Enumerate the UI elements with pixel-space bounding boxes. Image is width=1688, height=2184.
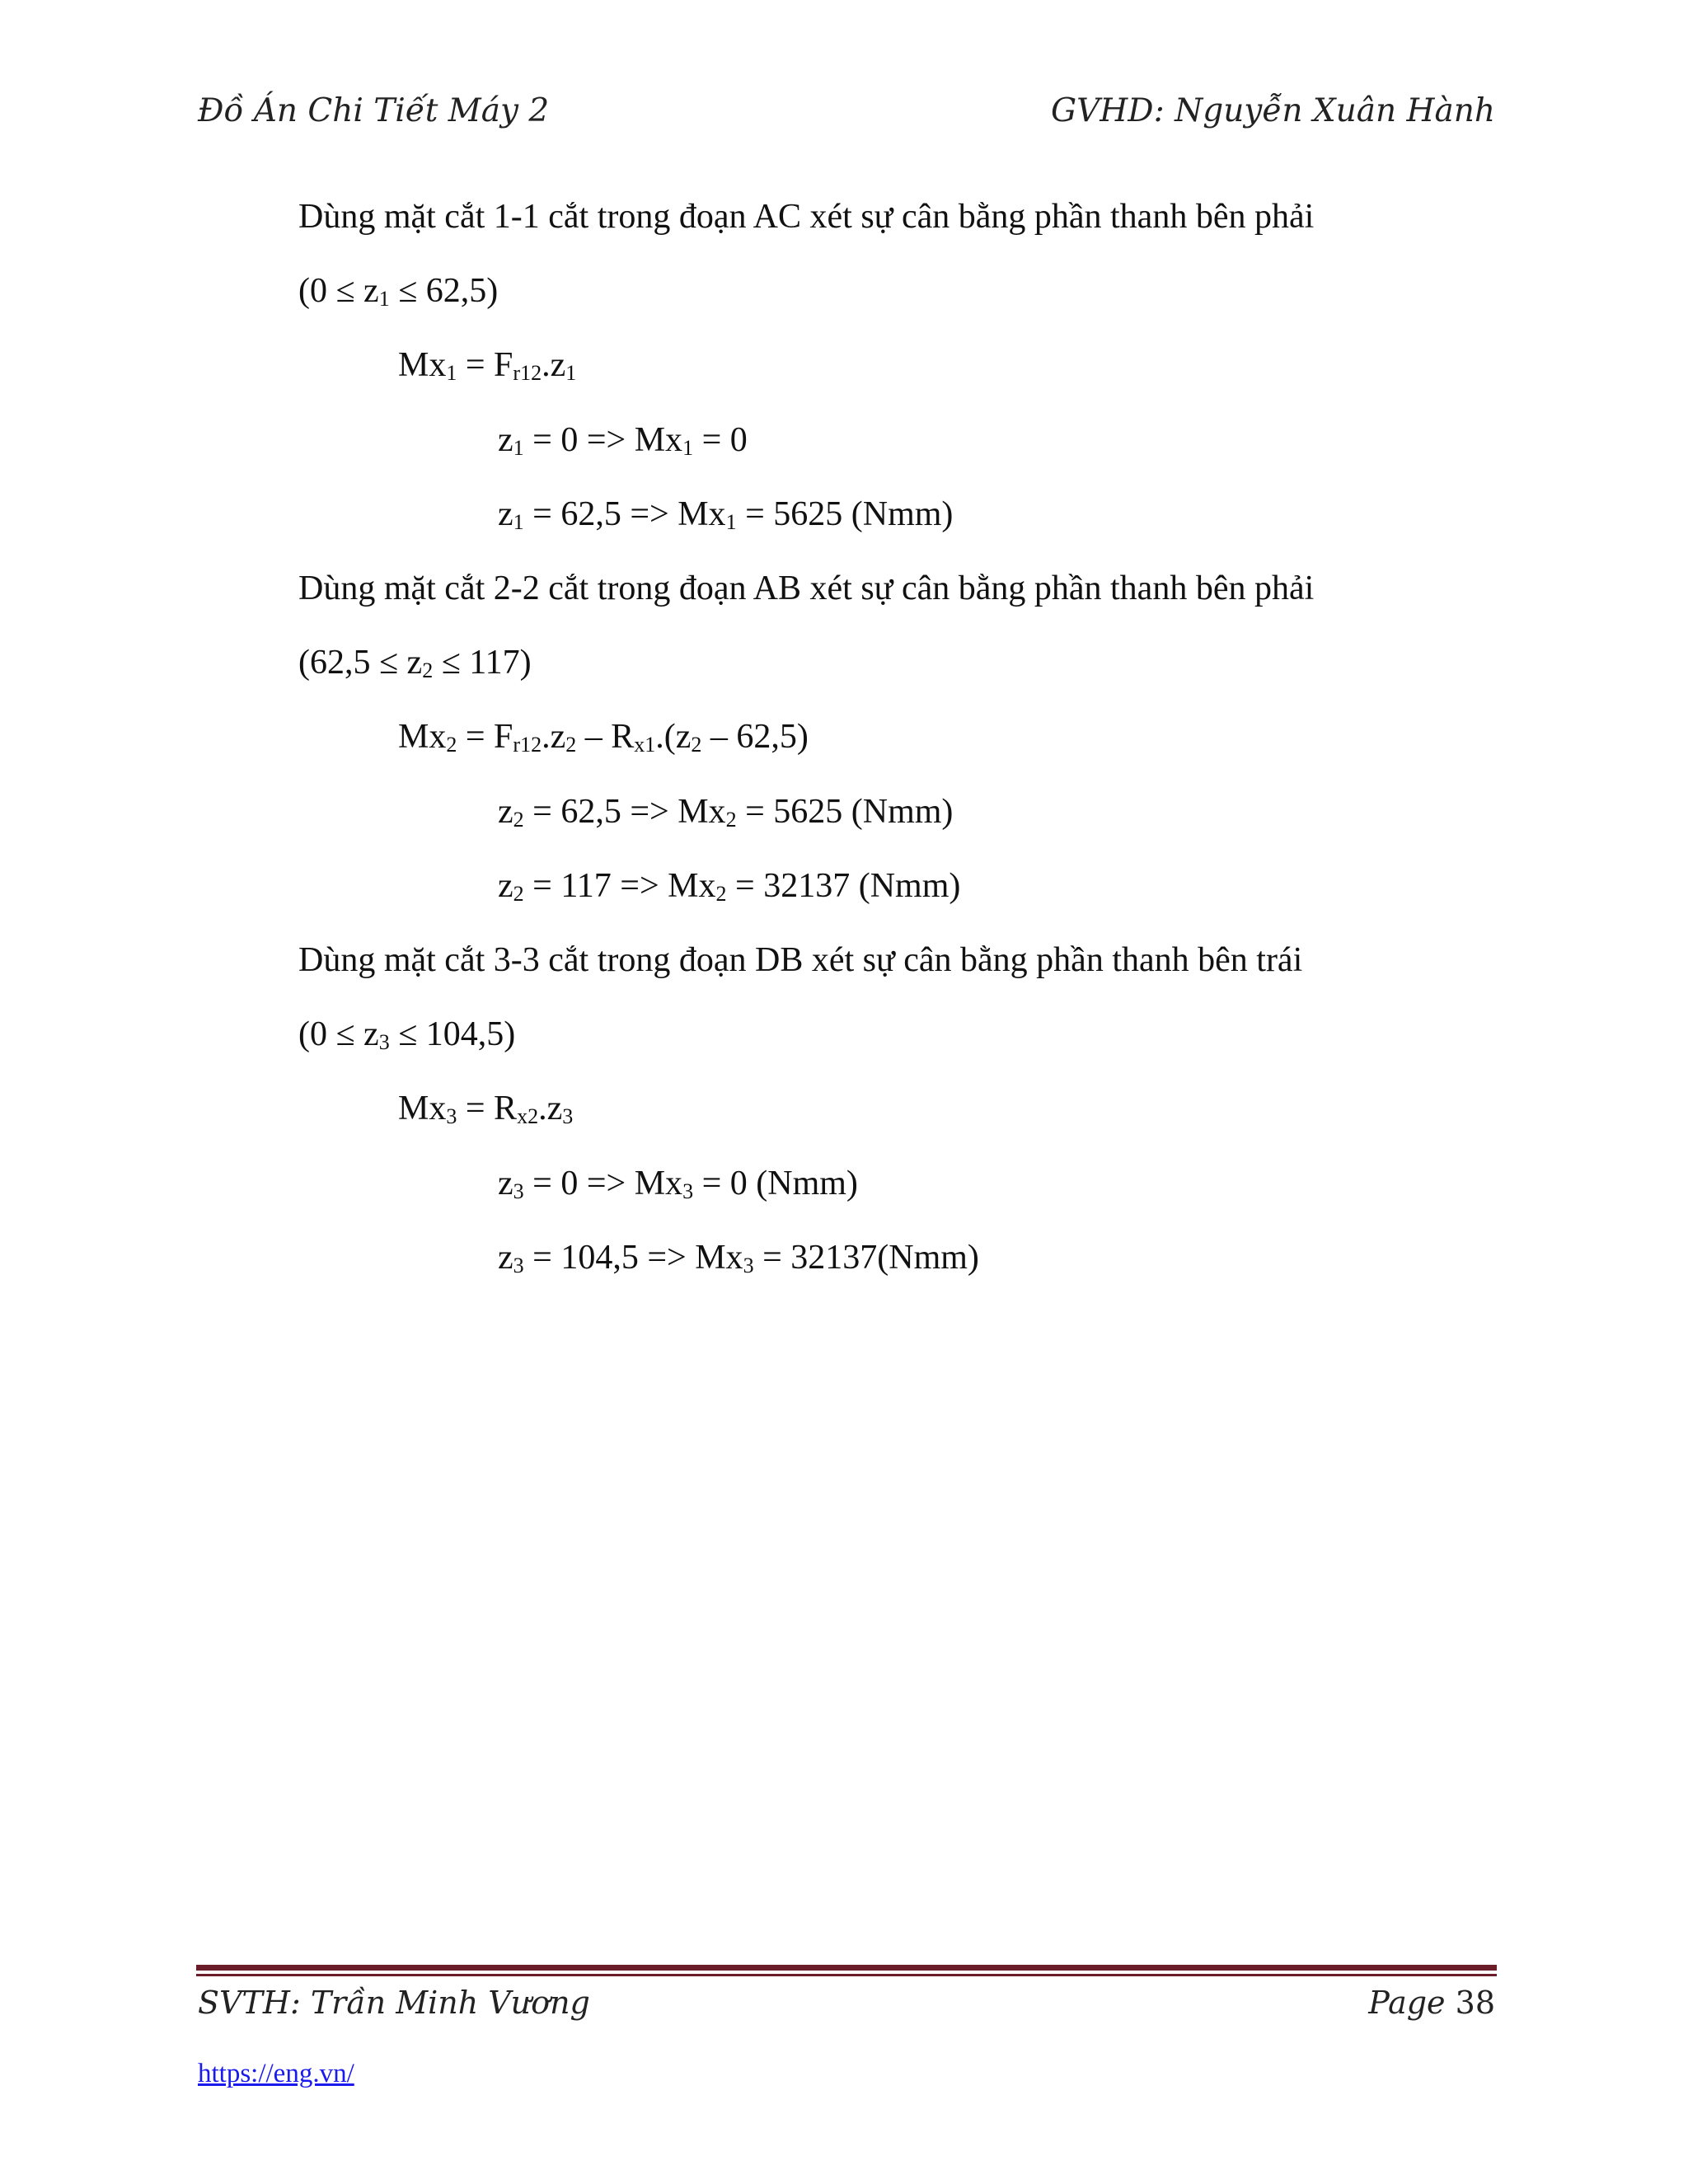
footer-divider-thin — [196, 1974, 1497, 1976]
subscript: 1 — [513, 435, 524, 460]
subscript: 3 — [743, 1253, 754, 1277]
subscript: 3 — [562, 1104, 574, 1129]
text-segment: .z — [542, 346, 566, 385]
text-segment: .z — [542, 718, 566, 757]
text-segment: = 0 (Nmm) — [693, 1164, 858, 1202]
subscript: 3 — [513, 1253, 524, 1277]
footer-page-number: 38 — [1455, 1985, 1495, 2021]
page-header — [198, 92, 1495, 142]
text-segment: – 62,5) — [701, 718, 809, 757]
text-segment: Mx — [398, 346, 447, 385]
text-segment: = R — [457, 1090, 518, 1128]
text-segment: (62,5 ≤ z — [298, 644, 423, 682]
subscript: 2 — [513, 881, 524, 906]
text-segment: .(z — [655, 718, 692, 757]
text-line — [298, 1012, 515, 1057]
text-segment: = 0 — [693, 420, 748, 459]
text-segment: = 0 => Mx — [523, 420, 683, 459]
text-segment: (0 ≤ z — [298, 1015, 379, 1054]
text-segment: Dùng mặt cắt 1-1 cắt trong đoạn AC xét sự cân bằng phần thanh bên phải — [298, 198, 1315, 236]
text-line — [498, 418, 748, 462]
text-line — [498, 864, 960, 908]
text-segment: Mx — [398, 718, 447, 757]
text-segment: = 5625 (Nmm) — [736, 494, 954, 533]
subscript: r12 — [513, 361, 542, 386]
text-segment: (0 ≤ z — [298, 272, 379, 311]
text-segment: ≤ 117) — [433, 644, 532, 682]
subscript: r12 — [513, 733, 542, 757]
subscript: 2 — [715, 881, 727, 906]
text-segment: z — [498, 494, 513, 533]
text-line — [498, 790, 953, 834]
subscript: 2 — [691, 733, 702, 757]
text-segment: ≤ 62,5) — [389, 272, 499, 311]
text-line — [298, 194, 1314, 239]
text-segment: z — [498, 1238, 513, 1277]
subscript: 1 — [565, 361, 577, 386]
footer-page — [1368, 1985, 1495, 2021]
footer-author: SVTH: Trần Minh Vương — [198, 1985, 590, 2021]
subscript: 1 — [446, 361, 457, 386]
text-segment: z — [498, 1164, 513, 1202]
text-segment: = 62,5 => Mx — [523, 494, 726, 533]
source-link[interactable]: https://eng.vn/ — [198, 2059, 354, 2088]
text-line — [398, 1086, 573, 1131]
subscript: 2 — [565, 733, 577, 757]
text-segment: = 5625 (Nmm) — [736, 792, 954, 831]
subscript: 1 — [725, 509, 737, 534]
text-line — [298, 566, 1314, 611]
text-segment: = 32137(Nmm) — [753, 1238, 979, 1277]
text-line — [298, 269, 498, 313]
subscript: 2 — [725, 807, 737, 832]
subscript: 3 — [513, 1179, 524, 1203]
footer-page-label: Page — [1368, 1985, 1456, 2021]
text-segment: = F — [457, 346, 513, 385]
subscript: 2 — [422, 658, 434, 683]
subscript: x2 — [517, 1104, 539, 1129]
text-segment: = F — [457, 718, 513, 757]
text-segment: Mx — [398, 1090, 447, 1128]
text-segment: Dùng mặt cắt 2-2 cắt trong đoạn AB xét sự cân bằng phần thanh bên phải — [298, 569, 1315, 607]
subscript: 2 — [513, 807, 524, 832]
subscript: 3 — [446, 1104, 457, 1129]
text-segment: – R — [576, 718, 635, 757]
header-title: Đồ Án Chi Tiết Máy 2 — [198, 92, 550, 129]
text-line — [398, 343, 576, 387]
text-line — [498, 1235, 979, 1280]
subscript: 3 — [378, 1030, 390, 1055]
subscript: x1 — [634, 733, 656, 757]
footer-divider-thick — [196, 1965, 1497, 1971]
text-line — [298, 640, 532, 685]
text-segment: Dùng mặt cắt 3-3 cắt trong đoạn DB xét sự cân bằng phần thanh bên trái — [298, 941, 1303, 979]
text-segment: = 62,5 => Mx — [523, 792, 726, 831]
header-supervisor: GVHD: Nguyễn Xuân Hành — [1050, 92, 1495, 129]
text-segment: = 0 => Mx — [523, 1164, 683, 1202]
text-segment: z — [498, 792, 513, 831]
text-line — [298, 938, 1302, 982]
subscript: 1 — [682, 435, 694, 460]
text-segment: z — [498, 420, 513, 459]
subscript: 3 — [682, 1179, 694, 1203]
text-line — [398, 715, 809, 759]
text-segment: z — [498, 866, 513, 905]
subscript: 2 — [446, 733, 457, 757]
text-segment: = 32137 (Nmm) — [726, 866, 961, 905]
text-segment: .z — [538, 1090, 563, 1128]
text-line — [498, 1161, 858, 1206]
subscript: 1 — [378, 287, 390, 312]
subscript: 1 — [513, 509, 524, 534]
text-line — [498, 492, 953, 537]
text-segment: = 117 => Mx — [523, 866, 716, 905]
page-footer — [198, 1985, 1495, 2031]
text-segment: ≤ 104,5) — [389, 1015, 516, 1054]
text-segment: = 104,5 => Mx — [523, 1238, 743, 1277]
